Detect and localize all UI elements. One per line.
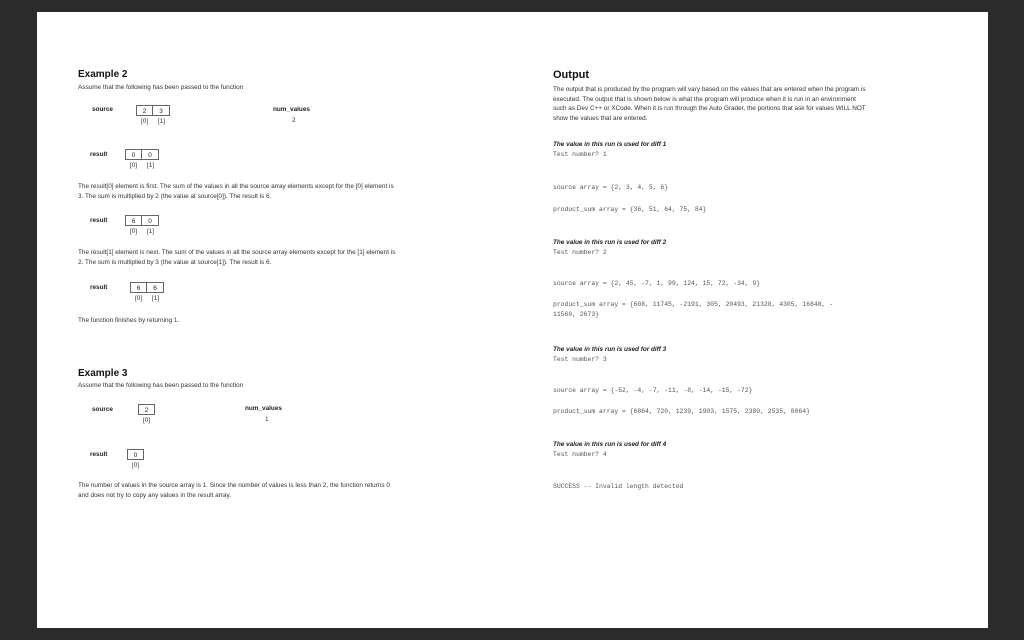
example2-result2-label: result [90,217,108,224]
diff1-source: source array = {2, 3, 4, 5, 6} [553,184,669,191]
diff2-product-line-2: 11560, 2673} [553,311,600,318]
example3-paragraph [78,481,390,500]
example2-num-values: 2 [292,117,296,124]
diff3-heading: The value in this run is used for diff 3 [553,346,667,353]
diff4-prompt: Test number? 4 [553,451,607,458]
example3-source-cell-0: 2 [138,404,155,415]
output-intro-line-1: The output that is produced by the program will vary based on the values that are entered when the program is [553,86,866,93]
example3-title: Example 3 [78,368,128,379]
example2-result1-cell-0: 0 [125,149,142,160]
example2-source-cell-0: 2 [136,105,153,116]
example2-num-values-label: num_values [273,106,310,113]
example2-source-cell-1: 3 [153,105,170,116]
example2-result2-index-0: [0] [129,228,138,235]
output-intro-line-4: show the values that are entered. [553,114,648,122]
diff1-prompt: Test number? 1 [553,151,607,158]
example3-result-cell-0: 0 [127,449,144,460]
diff3-product: product_sum array = {6864, 720, 1239, 1903, 1575, 2380, 2535, 8064} [553,408,810,415]
diff3-prompt: Test number? 3 [553,356,607,363]
diff2-product-line-1: product_sum array = {608, 11745, -2191, 305, 20493, 21328, 4305, 16848, - [553,301,833,308]
example3-intro: Assume that the following has been passed to the function [78,382,244,389]
output-intro [553,85,866,123]
example2-paragraph-1 [78,182,394,201]
diff2-source: source array = {2, 45, -7, 1, 99, 124, 15, 72, -34, 9} [553,280,761,287]
diff4-result: SUCCESS -- Invalid length detected [553,483,684,490]
example2-paragraph-1-line-1: The result[0] element is first. The sum of the values in all the source array elements except for the [0] element is [78,183,394,190]
example3-paragraph-line-2: and does not try to copy any values in the result array. [78,491,231,499]
example2-source-index-0: [0] [140,118,149,125]
example3-result-index-0: [0] [131,462,140,469]
example2-result3-index-0: [0] [134,295,143,302]
example2-result3-index-1: [1] [151,295,160,302]
document-page [37,12,988,628]
example2-result3-label: result [90,284,108,291]
diff2-heading: The value in this run is used for diff 2 [553,239,667,246]
output-intro-line-2: executed. The output that is shown below is what the program will produce when it is run in an environment [553,95,856,103]
diff1-heading: The value in this run is used for diff 1 [553,141,667,148]
output-title: Output [553,69,590,81]
example2-paragraph-2-line-1: The result[1] element is next. The sum of the values in all the source array elements except for the [1] element is [78,249,396,256]
example2-paragraph-1-line-2: 3. The sum is multiplied by 2 (the value at source[0]). The result is 6. [78,192,272,200]
example2-result-label: result [90,151,108,158]
example2-result3-cell-0: 6 [130,282,147,293]
example3-result-label: result [90,451,108,458]
example2-title: Example 2 [78,69,128,80]
example2-result2-cell-1: 0 [142,215,159,226]
example3-num-values-label: num_values [245,405,282,412]
example2-result1-cell-1: 0 [142,149,159,160]
example3-paragraph-line-1: The number of values in the source array is 1. Since the number of values is less than 2, the function returns 0 [78,482,390,489]
example2-result3-cell-1: 6 [147,282,164,293]
output-intro-line-3: such as Dev C++ or XCode. When it is run through the Auto Grader, the portions that ask for values WILL NOT [553,105,866,112]
example2-source-label: source [92,106,113,113]
example2-paragraph-2 [78,248,395,267]
diff3-source: source array = {-52, -4, -7, -11, -8, -14, -15, -72} [553,387,753,394]
example2-source-index-1: [1] [157,118,166,125]
example3-num-values: 1 [265,416,269,423]
example2-intro: Assume that the following has been passed to the function [78,84,244,91]
diff2-prompt: Test number? 2 [553,249,607,256]
example2-result2-cell-0: 6 [125,215,142,226]
example2-finish: The function finishes by returning 1. [78,317,180,324]
example2-result1-index-0: [0] [129,162,138,169]
example3-source-label: source [92,406,113,413]
example3-source-index-0: [0] [142,417,151,424]
example2-paragraph-2-line-2: 2. The sum is multiplied by 3 (the value at source[1]). The result is 6. [78,258,272,266]
example2-result2-index-1: [1] [146,228,155,235]
diff4-heading: The value in this run is used for diff 4 [553,441,667,448]
diff1-product: product_sum array = {36, 51, 64, 75, 84} [553,206,707,213]
example2-result1-index-1: [1] [146,162,155,169]
